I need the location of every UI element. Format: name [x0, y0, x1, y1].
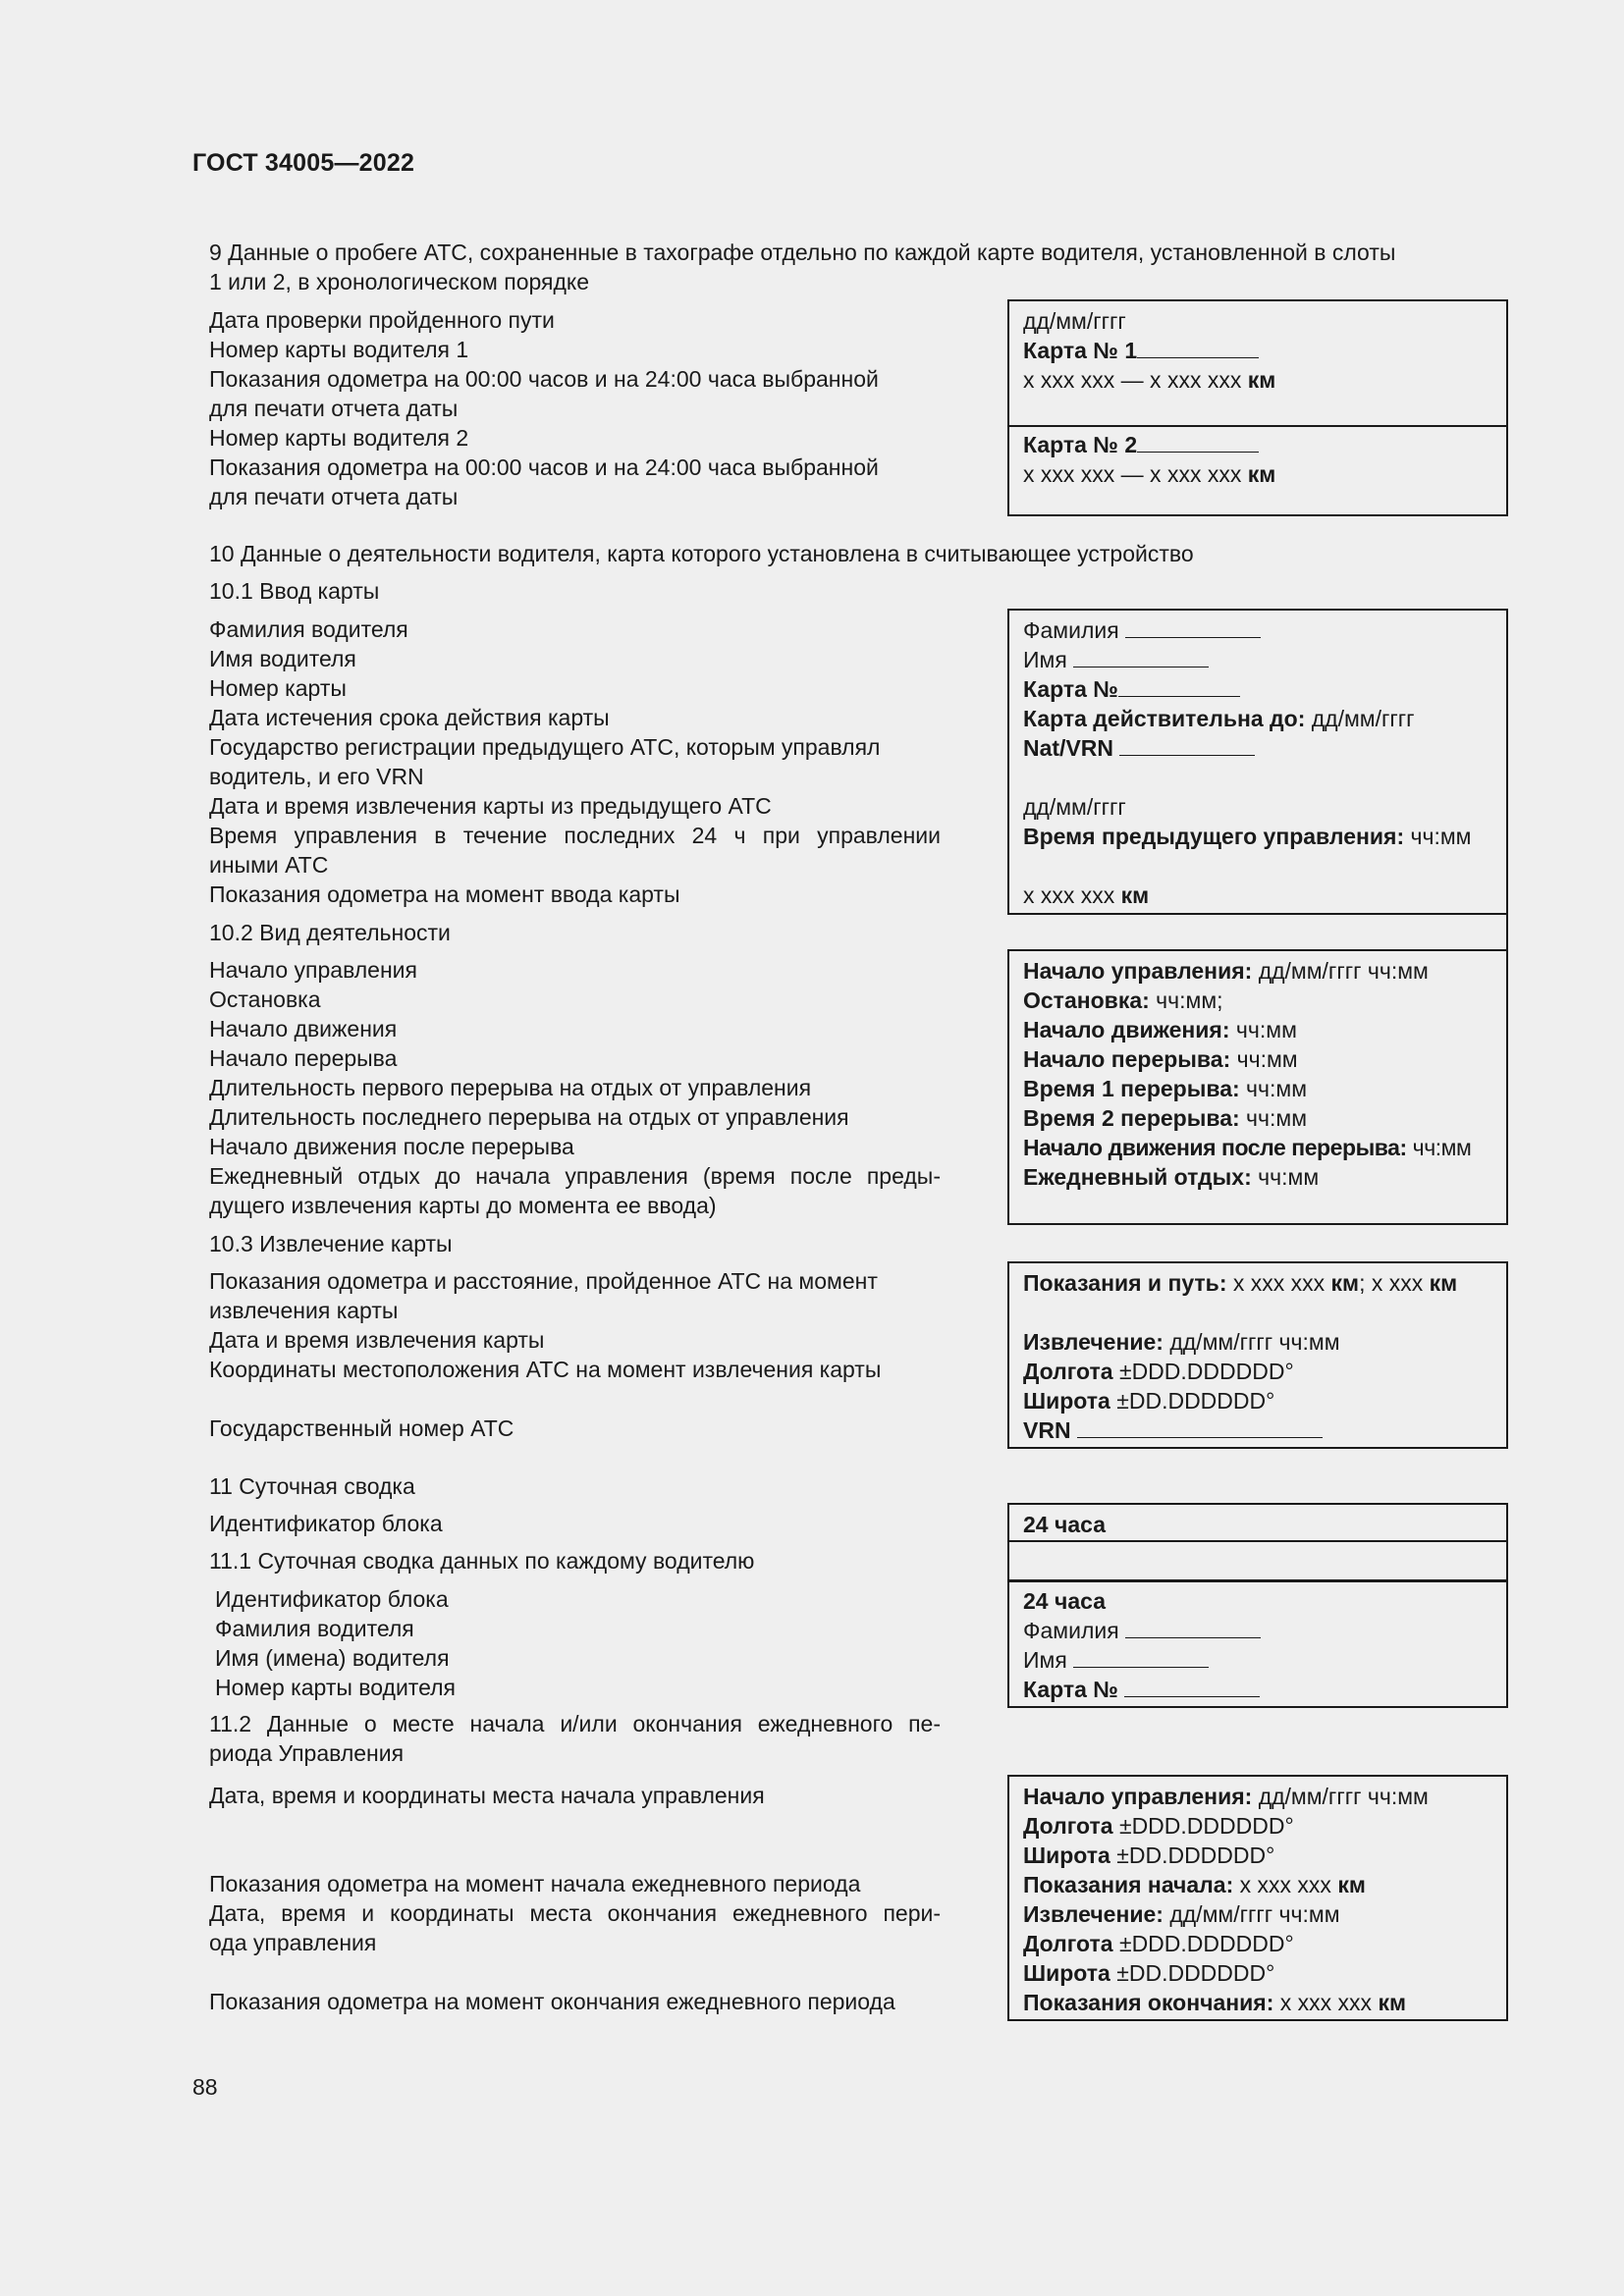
section-10-title: 10 Данные о деятельности водителя, карта которого установлена в считывающее устройство: [209, 541, 1194, 566]
section-11-1-title: 11.1 Суточная сводка данных по каждому водителю: [209, 1548, 755, 1574]
page-number: 88: [192, 2074, 218, 2100]
section-11-2-labels: Дата, время и координаты места начала управления Показания одометра на момент начала ежедневного периода Дата, время и координаты места окончания ежедневного пери- ода управления Показания одометра на момент окончания ежедневного периода: [209, 1783, 941, 2014]
section-10-3-title: 10.3 Извлечение карты: [209, 1231, 453, 1256]
section-9-printout-box: дд/мм/гггг Карта № 1 х ххх ххх — х ххх ххх км Карта № 2 х ххх ххх — х ххх ххх км: [1007, 299, 1508, 516]
odometer-1-value: х ххх ххх — х ххх ххх: [1023, 367, 1242, 393]
box-connector-line: [1506, 913, 1508, 952]
odometer-2-value: х ххх ххх — х ххх ххх: [1023, 461, 1242, 487]
label-line: Номер карты водителя 1: [209, 337, 469, 362]
section-10-2-labels: Начало управления Остановка Начало движения Начало перерыва Длительность первого перерыва на отдых от управления Длительность последнего перерыва на отдых от управления Начало движения после перерыва Ежедневный отдых до начала управления (время после преды- дущего извлечения карты до момента ее ввода): [209, 957, 941, 1218]
card-2-label: Карта № 2: [1023, 432, 1138, 457]
label-line: Показания одометра на 00:00 часов и на 24:00 часа выбранной: [209, 454, 879, 480]
label-line: Номер карты водителя 2: [209, 425, 469, 451]
section-11-2-title: 11.2 Данные о месте начала и/или окончания ежедневного пе- риода Управления: [209, 1711, 941, 1766]
section-11-2-daily-period-box: Начало управления: дд/мм/гггг чч:мм Долгота ±DDD.DDDDDD° Широта ±DD.DDDDDD° Показания начала: х ххх ххх км Извлечение: дд/мм/гггг чч:мм Долгота ±DDD.DDDDDD° Широта ±DD.DDDDDD° Показания окончания: х ххх ххх км: [1007, 1775, 1508, 2021]
section-10-1-card-insertion-box: Фамилия Имя Карта № Карта действительна до: дд/мм/гггг Nat/VRN дд/мм/гггг Время предыдущего управления: чч:мм х ххх ххх км: [1007, 609, 1508, 915]
section-11-1-labels: Идентификатор блока Фамилия водителя Имя (имена) водителя Номер карты водителя: [215, 1586, 456, 1700]
section-11-block-label: Идентификатор блока: [209, 1511, 443, 1536]
label-line: Дата проверки пройденного пути: [209, 307, 555, 333]
section-11-24h-box: 24 часа: [1007, 1503, 1508, 1582]
section-10-2-title: 10.2 Вид деятельности: [209, 920, 451, 945]
section-10-3-card-removal-box: Показания и путь: х ххх ххх км; х ххх км Извлечение: дд/мм/гггг чч:мм Долгота ±DDD.DDDDDD° Широта ±DD.DDDDDD° VRN: [1007, 1261, 1508, 1449]
label-line: для печати отчета даты: [209, 396, 459, 421]
section-11-title: 11 Суточная сводка: [209, 1473, 415, 1499]
section-9-title: 9 Данные о пробеге АТС, сохраненные в тахографе отдельно по каждой карте водителя, установленной в слоты 1 или 2, в хронологическом порядке: [209, 240, 1396, 294]
section-11-1-driver-summary-box: 24 часа Фамилия Имя Карта №: [1007, 1579, 1508, 1708]
section-10-1-title: 10.1 Ввод карты: [209, 578, 380, 604]
label-line: для печати отчета даты: [209, 484, 459, 509]
label-line: Показания одометра на 00:00 часов и на 24:00 часа выбранной: [209, 366, 879, 392]
section-10-1-labels: Фамилия водителя Имя водителя Номер карты Дата истечения срока действия карты Государство регистрации предыдущего АТС, которым управлял водитель, и его VRN Дата и время извлечения карты из предыдущего АТС Время управления в течение последних 24 ч при управлении иными АТС Показания одометра на момент ввода карты: [209, 616, 941, 907]
section-10-3-labels: Показания одометра и расстояние, пройденное АТС на момент извлечения карты Дата и время извлечения карты Координаты местоположения АТС на момент извлечения карты Государственный номер АТС: [209, 1268, 882, 1441]
section-9-labels: [209, 305, 941, 511]
date-placeholder: дд/мм/гггг: [1023, 308, 1126, 334]
card-1-label: Карта № 1: [1023, 338, 1138, 363]
section-10-2-activity-box: Начало управления: дд/мм/гггг чч:мм Остановка: чч:мм; Начало движения: чч:мм Начало перерыва: чч:мм Время 1 перерыва: чч:мм Время 2 перерыва: чч:мм Начало движения после перерыва: чч:мм Ежедневный отдых: чч:мм: [1007, 949, 1508, 1225]
document-header: ГОСТ 34005—2022: [192, 149, 415, 177]
